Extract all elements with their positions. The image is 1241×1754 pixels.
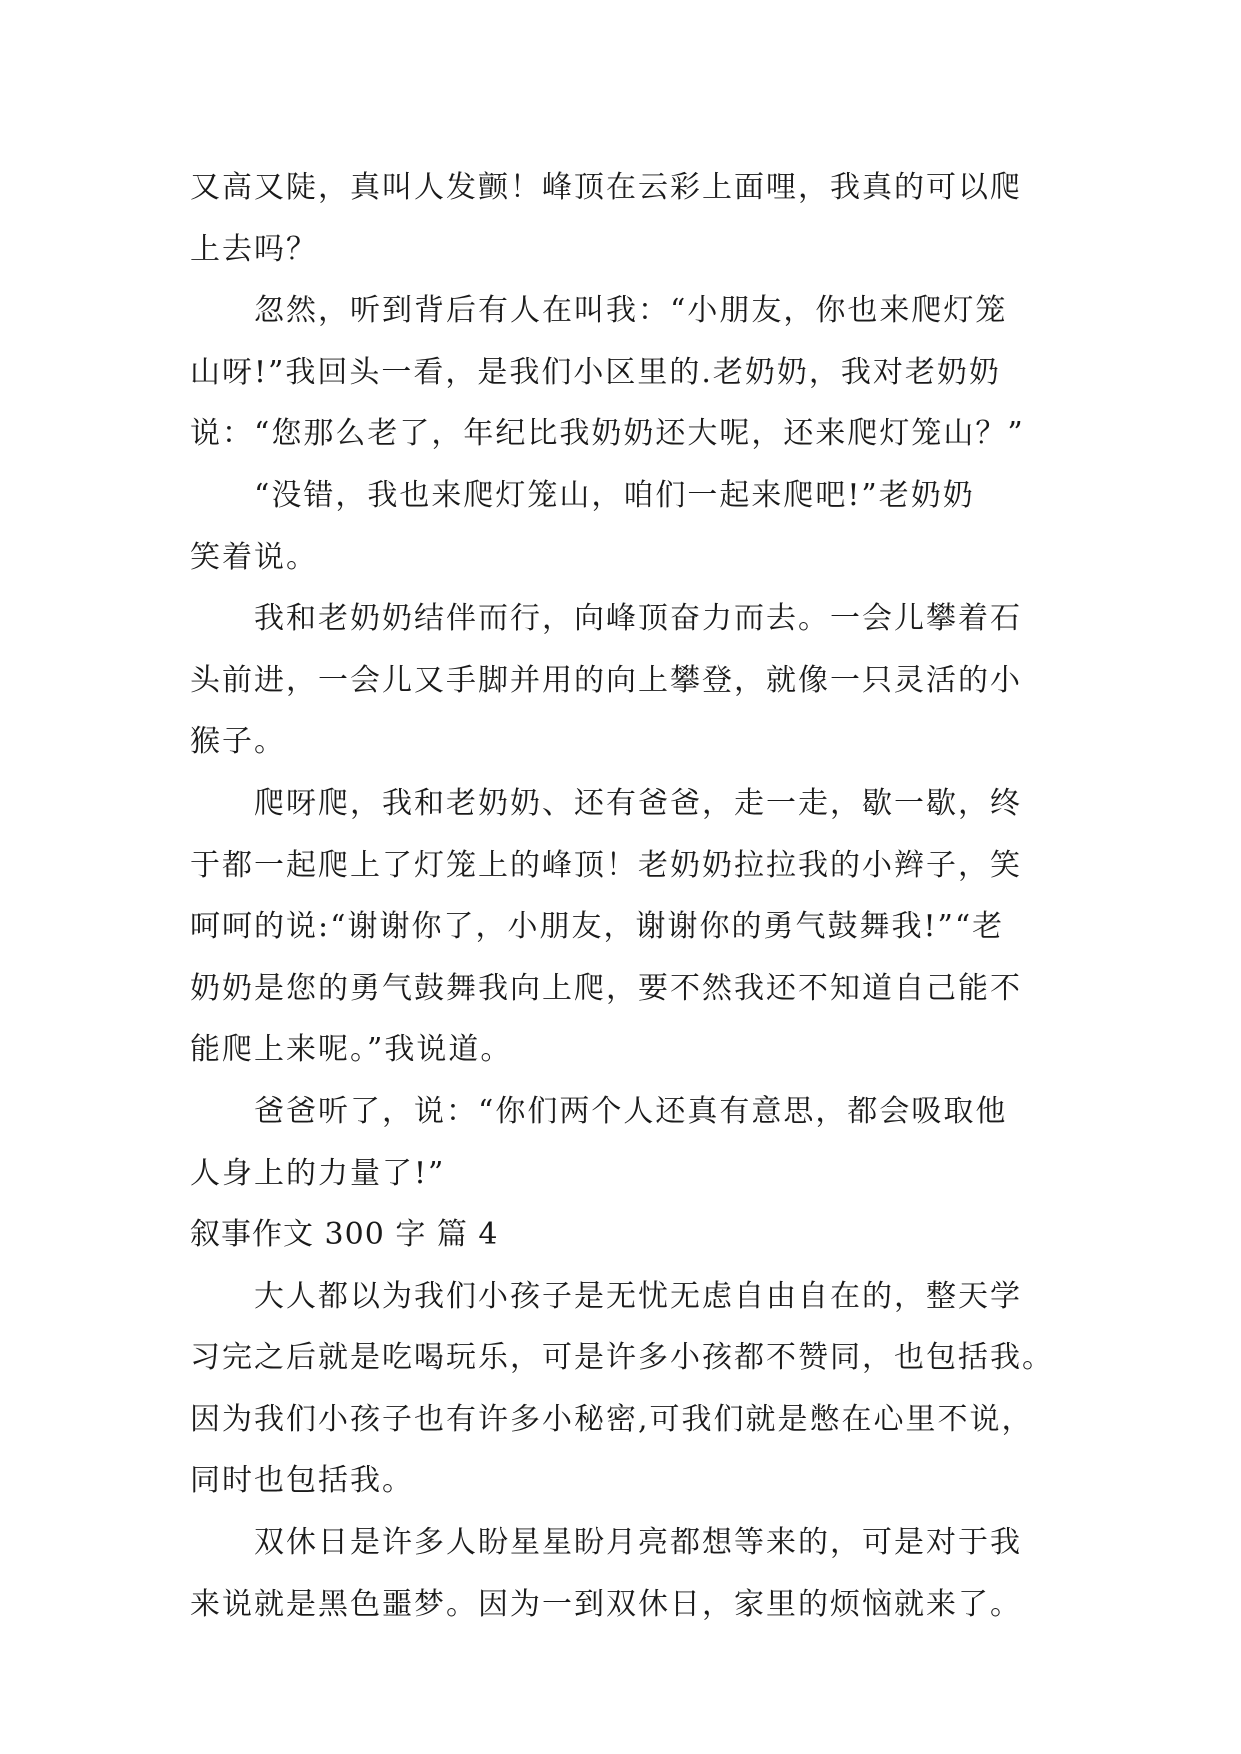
text-line: 习完之后就是吃喝玩乐，可是许多小孩都不赞同，也包括我。 [190, 1340, 1054, 1376]
text-line: 呵呵的说:“谢谢你了，小朋友，谢谢你的勇气鼓舞我!”“老 [190, 909, 1005, 945]
text-line: 来说就是黑色噩梦。因为一到双休日，家里的烦恼就来了。 [190, 1586, 1022, 1622]
text-line: 爬呀爬，我和老奶奶、还有爸爸，走一走，歇一歇，终 [190, 785, 1022, 821]
text-line: 忽然，听到背后有人在叫我：“小朋友，你也来爬灯笼 [190, 293, 1008, 329]
text-line: 于都一起爬上了灯笼上的峰顶！老奶奶拉拉我的小辫子，笑 [190, 847, 1022, 883]
text-line: 人身上的力量了!” [190, 1155, 446, 1191]
text-line: 我和老奶奶结伴而行，向峰顶奋力而去。一会儿攀着石 [190, 601, 1022, 637]
text-line: 猴子。 [190, 724, 286, 760]
text-line: 头前进，一会儿又手脚并用的向上攀登，就像一只灵活的小 [190, 662, 1022, 698]
text-line: 笑着说。 [190, 539, 318, 575]
text-line: 同时也包括我。 [190, 1463, 414, 1499]
text-line: 奶奶是您的勇气鼓舞我向上爬，要不然我还不知道自己能不 [190, 970, 1022, 1006]
text-line: 双休日是许多人盼星星盼月亮都想等来的，可是对于我 [190, 1525, 1022, 1561]
text-line: 爸爸听了，说：“你们两个人还真有意思，都会吸取他 [190, 1093, 1008, 1129]
text-line: 说：“您那么老了，年纪比我奶奶还大呢，还来爬灯笼山？” [190, 416, 1025, 452]
text-line: 山呀!”我回头一看，是我们小区里的.老奶奶，我对老奶奶 [190, 354, 1001, 390]
document-body [190, 157, 1054, 1635]
text-line: 能爬上来呢。”我说道。 [190, 1032, 513, 1068]
text-line: 大人都以为我们小孩子是无忧无虑自由自在的，整天学 [190, 1278, 1022, 1314]
text-line: 上去吗？ [190, 231, 318, 267]
text-line: 因为我们小孩子也有许多小秘密,可我们就是憋在心里不说， [190, 1401, 1034, 1437]
section-heading: 叙事作文 300 字 篇 4 [190, 1217, 499, 1253]
text-line: “没错，我也来爬灯笼山，咱们一起来爬吧!”老奶奶 [190, 477, 975, 513]
text-line: 又高又陡，真叫人发颤！峰顶在云彩上面哩，我真的可以爬 [190, 170, 1022, 205]
